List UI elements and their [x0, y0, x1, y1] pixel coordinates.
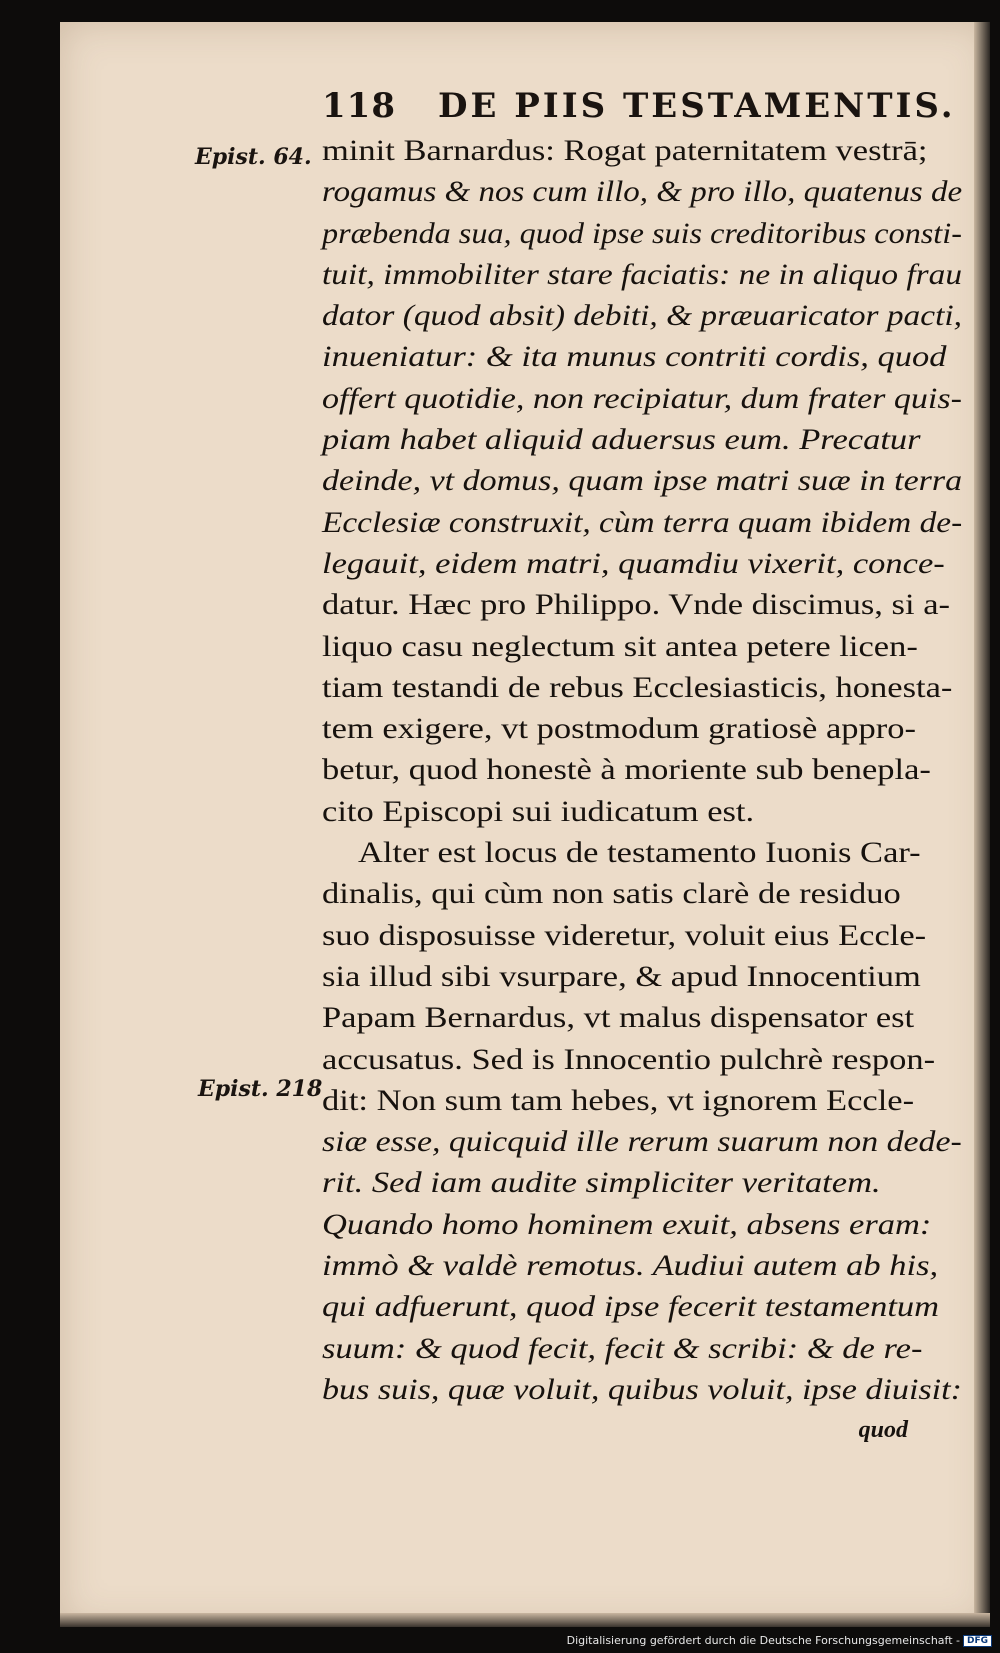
- margin-note-epist-64: Epist. 64.: [195, 144, 312, 170]
- text-line: inueniatur: & ita munus contriti cordis, quod: [322, 340, 947, 374]
- text-line: rit. Sed iam audite simpliciter veritatem.: [322, 1166, 881, 1200]
- text-line: deinde, vt domus, quam ipse matri suæ in terra: [322, 464, 963, 498]
- text-line: tem exigere, vt postmodum gratiosè appro-: [322, 712, 917, 746]
- text-line: minit Barnardus: Rogat paternitatem vestrā;: [322, 134, 928, 167]
- running-title: DE PIIS TESTAMENTIS.: [438, 86, 956, 126]
- text-line: dinalis, qui cùm non satis clarè de residuo: [322, 877, 901, 911]
- catchword: quod: [858, 1417, 908, 1443]
- footer-text: Digitalisierung gefördert durch die Deutsche Forschungsgemeinschaft -: [566, 1634, 960, 1647]
- text-line: bus suis, quæ voluit, quibus voluit, ipse diuisit:: [322, 1372, 962, 1406]
- book-page: [60, 22, 990, 1627]
- text-line: suo disposuisse videretur, voluit eius Eccle-: [322, 918, 927, 952]
- margin-note-epist-218: Epist. 218: [198, 1076, 323, 1102]
- text-line: Quando homo hominem exuit, absens eram:: [322, 1207, 932, 1241]
- page-edge-bottom: [60, 1613, 990, 1627]
- text-line: Papam Bernardus, vt malus dispensator est: [322, 1001, 915, 1035]
- text-line: sia illud sibi vsurpare, & apud Innocentium: [322, 959, 921, 993]
- text-line: tuit, immobiliter stare faciatis: ne in aliquo frau: [322, 257, 963, 291]
- text-line: tiam testandi de rebus Ecclesiasticis, honesta-: [322, 670, 953, 704]
- text-line: betur, quod honestè à moriente sub benepla-: [322, 753, 931, 787]
- text-line: cito Episcopi sui iudicatum est.: [322, 794, 755, 828]
- text-line: præbenda sua, quod ipse suis creditoribus consti-: [322, 216, 962, 250]
- text-line: dator (quod absit) debiti, & præuaricator pacti,: [322, 299, 962, 333]
- text-line: rogamus & nos cum illo, & pro illo, quatenus de: [322, 175, 963, 209]
- dfg-logo: DFG: [963, 1635, 992, 1647]
- page-edge-right: [974, 22, 990, 1627]
- text-line: datur. Hæc pro Philippo. Vnde discimus, si a-: [322, 588, 951, 622]
- text-line: liquo casu neglectum sit antea petere licen-: [322, 629, 918, 663]
- text-line: legauit, eidem matri, quamdiu vixerit, conce-: [322, 546, 945, 580]
- text-line: qui adfuerunt, quod ipse fecerit testamentum: [322, 1290, 940, 1324]
- text-line: immò & valdè remotus. Audiui autem ab his,: [322, 1249, 939, 1283]
- text-line: siæ esse, quicquid ille rerum suarum non dede-: [322, 1125, 962, 1159]
- text-line: Alter est locus de testamento Iuonis Car-: [358, 836, 921, 870]
- text-line: Ecclesiæ construxit, cùm terra quam ibidem de-: [322, 505, 963, 539]
- page-number: 118: [322, 86, 396, 126]
- text-line: piam habet aliquid aduersus eum. Precatur: [322, 423, 921, 457]
- text-line: accusatus. Sed is Innocentio pulchrè respon-: [322, 1042, 936, 1076]
- body-text: [322, 130, 962, 1410]
- text-line: dit: Non sum tam hebes, vt ignorem Eccle-: [322, 1083, 915, 1117]
- digitization-footer: [567, 1634, 992, 1647]
- text-line: suum: & quod fecit, fecit & scribi: & de re-: [322, 1331, 923, 1365]
- text-line: offert quotidie, non recipiatur, dum frater quis-: [322, 381, 962, 415]
